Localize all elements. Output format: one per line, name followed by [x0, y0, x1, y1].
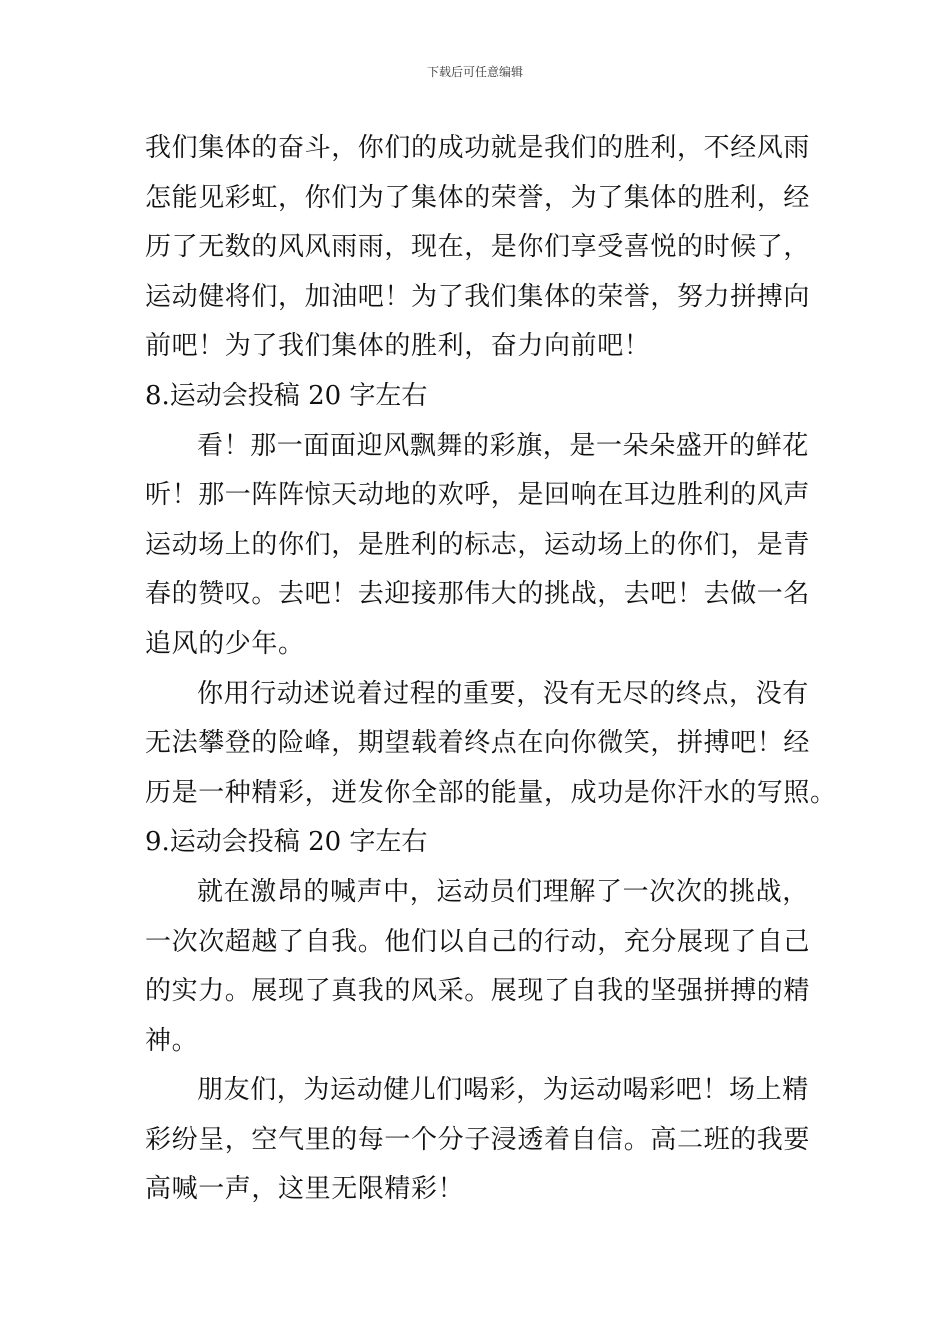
section-heading: 8.运动会投稿 20 字左右 [145, 380, 428, 411]
text-line: 我们集体的奋斗，你们的成功就是我们的胜利，不经风雨 [145, 133, 811, 163]
text-line: 怎能见彩虹，你们为了集体的荣誉，为了集体的胜利，经 [145, 182, 811, 213]
text-line: 一次次超越了自我。他们以自己的行动，充分展现了自己 [145, 926, 811, 957]
page-header: 下载后可任意编辑 [426, 65, 523, 79]
document-body [145, 124, 837, 1215]
section-heading: 9.运动会投稿 20 字左右 [145, 827, 428, 858]
text-line: 历了无数的风风雨雨，现在，是你们享受喜悦的时候了， [145, 232, 811, 263]
text-line: 的实力。展现了真我的风采。展现了自我的坚强拼搏的精 [145, 976, 811, 1007]
text-line: 运动健将们，加油吧！为了我们集体的荣誉，努力拼搏向 [145, 281, 811, 312]
text-line: 无法攀登的险峰，期望载着终点在向你微笑，拼搏吧！经 [145, 728, 811, 759]
text-line: 神。 [145, 1025, 199, 1056]
paragraph-first-line: 你用行动述说着过程的重要，没有无尽的终点，没有 [197, 678, 809, 709]
paragraph-first-line: 就在激昂的喊声中，运动员们理解了一次次的挑战， [197, 876, 809, 907]
text-line: 前吧！为了我们集体的胜利，奋力向前吧！ [145, 331, 651, 362]
text-line: 春的赞叹。去吧！去迎接那伟大的挑战，去吧！去做一名 [145, 579, 811, 610]
paragraph-first-line: 朋友们，为运动健儿们喝彩，为运动喝彩吧！场上精 [197, 1075, 809, 1106]
text-line: 彩纷呈，空气里的每一个分子浸透着自信。高二班的我要 [145, 1124, 811, 1155]
text-line: 历是一种精彩，迸发你全部的能量，成功是你汗水的写照。 [145, 777, 837, 808]
text-line: 听！那一阵阵惊天动地的欢呼，是回响在耳边胜利的风声 [145, 480, 811, 511]
paragraph-first-line: 看！那一面面迎风飘舞的彩旗，是一朵朵盛开的鲜花 [197, 430, 809, 461]
text-line: 高喊一声，这里无限精彩！ [145, 1174, 465, 1205]
text-line: 运动场上的你们，是胜利的标志，运动场上的你们，是青 [145, 529, 811, 560]
text-line: 追风的少年。 [145, 628, 305, 659]
